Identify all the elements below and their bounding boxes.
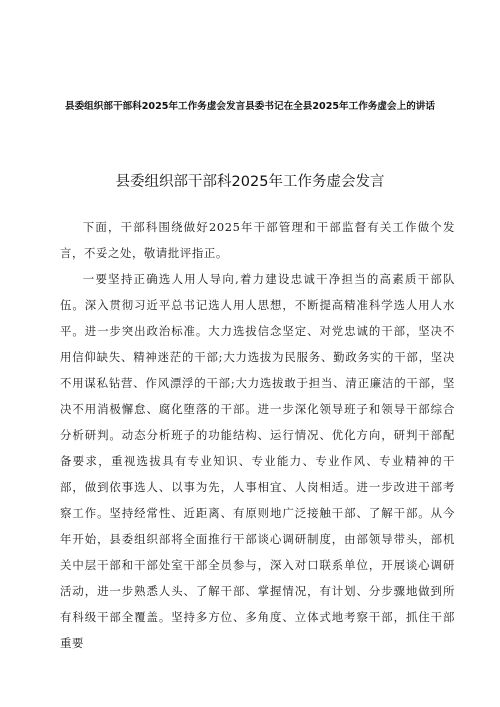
document-header: 县委组织部干部科2025年工作务虚会发言县委书记在全县2025年工作务虚会上的讲话 [65, 101, 435, 112]
paragraph-first-point: 一要坚持正确选人用人导向,着力建设忠诚干净担当的高素质干部队伍。深入贯彻习近平总书记选人用人思想，不断提高精准科学选人用人水平。进一步突出政治标准。大力选拔信念坚定、对党忠诚的干部，坚决不用信仰缺失、精神迷茫的干部;大力选拔为民服务、勤政务实的干部，坚决不用谋私钻营、作风漂浮的干部;大力选拔敢于担当、清正廉洁的干部，坚决不用消极懈怠、腐化堕落的干部。进一步深化领导班子和领导干部综合分析研判。动态分析班子的功能结构、运行情况、优化方向，研判干部配备要求，重视选拔具有专业知识、专业能力、专业作风、专业精神的干部，做到依事选人、以事为先，人事相宜、人岗相适。进一步改进干部考察工作。坚持经常性、近距离、有原则地广泛接触干部、了解干部。从今年开始，县委组织部将全面推行干部谈心调研制度，由部领导带头，部机关中层干部和干部处室干部全员参与，深入对口联系单位，开展谈心调研活动，进一步熟悉人头、了解干部、掌握情况，有计划、分步骤地做到所有科级干部全覆盖。坚持多方位、多角度、立体式地考察干部，抓住干部重要 [60, 272, 455, 650]
document-body [60, 214, 455, 656]
document-title: 县委组织部干部科2025年工作务虚会发言 [115, 174, 385, 190]
paragraph-intro: 下面，干部科围绕做好2025年干部管理和干部监督有关工作做个发言，不妥之处，敬请批评指正。 [60, 220, 455, 260]
